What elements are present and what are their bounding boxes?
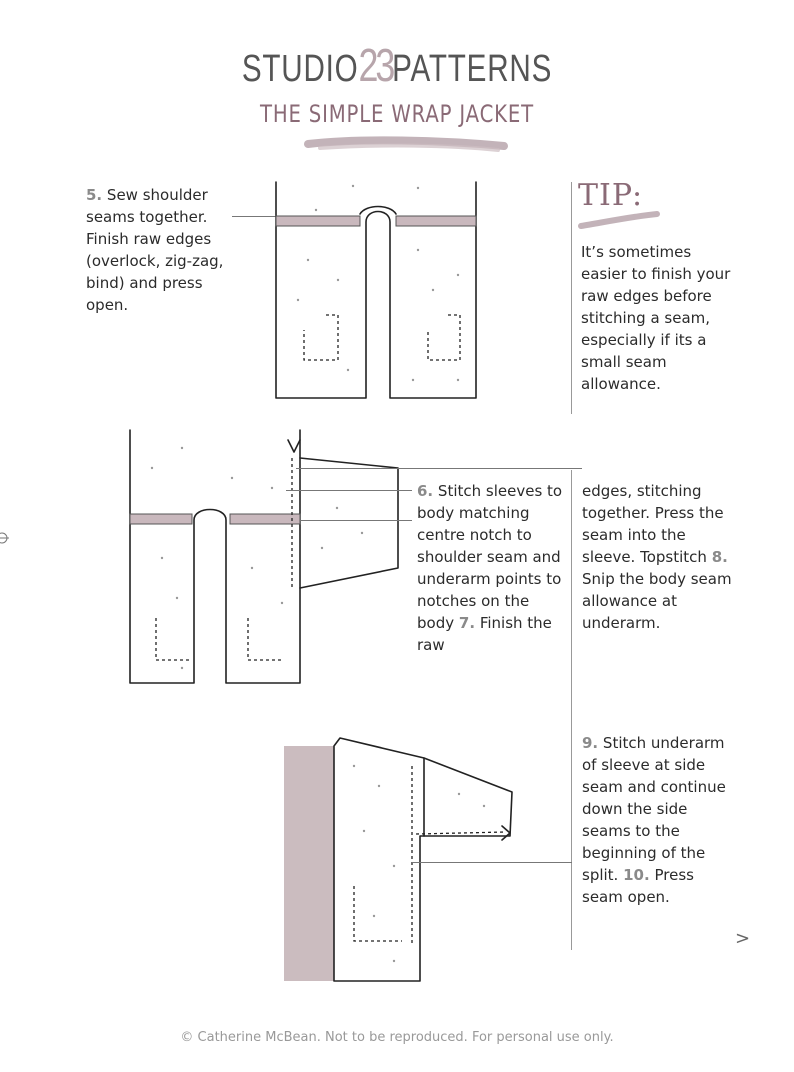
brand-left: STUDIO bbox=[241, 48, 359, 90]
tip-brush-stroke bbox=[575, 210, 665, 234]
step-5-text: Sew shoulder seams together. Finish raw edges (overlock, zig-zag, bind) and press open. bbox=[86, 186, 224, 314]
step-7-text: Finish the raw bbox=[417, 614, 552, 654]
step-7-continued bbox=[582, 480, 732, 634]
step-7-number: 7. bbox=[458, 614, 476, 632]
brand-logo bbox=[87, 38, 706, 92]
step-6 bbox=[417, 480, 569, 656]
copyright-footer: © Catherine McBean. Not to be reproduced. For personal use only. bbox=[180, 1030, 614, 1045]
step-8-leader bbox=[296, 468, 582, 469]
step-5-number: 5. bbox=[86, 186, 103, 204]
step-6-text: Stitch sleeves to body matching centre notch to shoulder seam and underarm points to notches on the body bbox=[417, 482, 563, 632]
step-6-number: 6. bbox=[417, 482, 434, 500]
step-8-text: Snip the body seam allowance at underarm. bbox=[582, 570, 732, 632]
step-7-leader bbox=[300, 520, 412, 521]
brand-number: 23 bbox=[358, 39, 393, 91]
tip-divider bbox=[571, 182, 572, 414]
step-5 bbox=[86, 184, 236, 316]
title-brush-stroke bbox=[300, 132, 510, 154]
step-9 bbox=[582, 732, 732, 908]
step-8-number: 8. bbox=[711, 548, 728, 566]
page-title: THE SIMPLE WRAP JACKET bbox=[260, 100, 534, 128]
tip-title: TIP: bbox=[578, 178, 644, 213]
shoulder-seam-illustration bbox=[268, 180, 488, 405]
brand-right: PATTERNS bbox=[392, 48, 553, 90]
step-6-leader bbox=[286, 490, 412, 491]
step-9-leader bbox=[412, 862, 572, 863]
step-7-continued-text: edges, stitching together. Press the seam into the sleeve. Topstitch bbox=[582, 482, 724, 566]
column-divider bbox=[571, 470, 572, 950]
step-10-text: Press seam open. bbox=[582, 866, 694, 906]
next-page-arrow[interactable]: > bbox=[735, 928, 751, 949]
step-10-number: 10. bbox=[623, 866, 650, 884]
step-9-number: 9. bbox=[582, 734, 599, 752]
step-9-text: Stitch underarm of sleeve at side seam and continue down the side seams to the beginning of the split. bbox=[582, 734, 726, 884]
tip-text: It’s sometimes easier to finish your raw edges before stitching a seam, especially if its a small seam allowance. bbox=[581, 243, 731, 393]
registration-mark-icon bbox=[0, 530, 10, 546]
